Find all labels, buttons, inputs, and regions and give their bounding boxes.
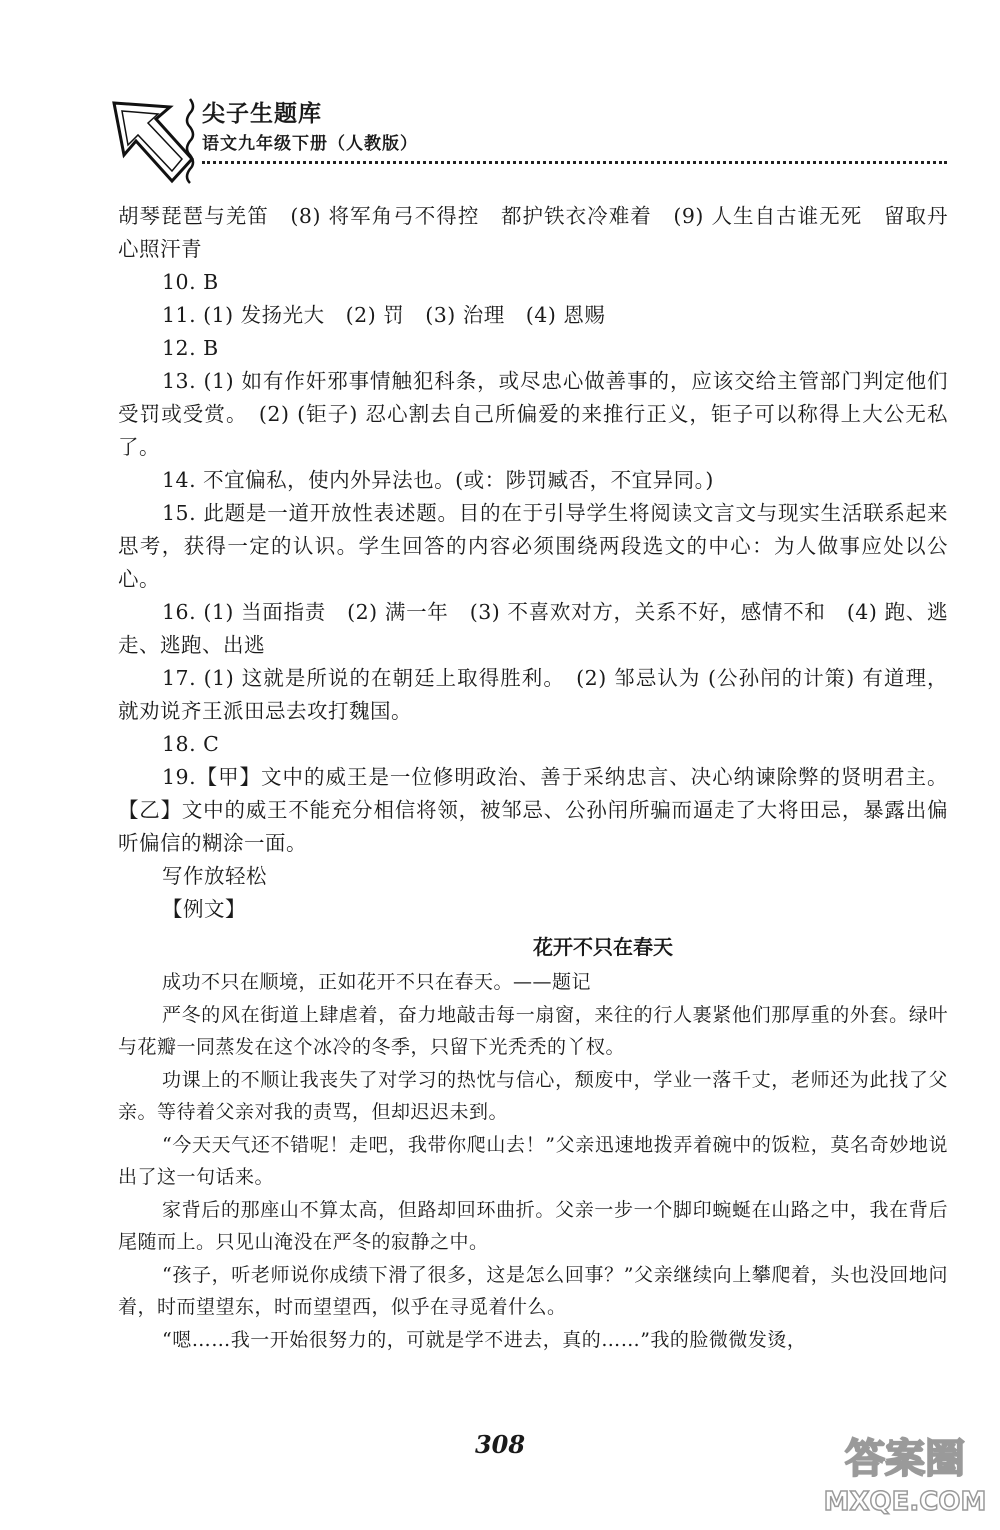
book-subtitle: 语文九年级下册（人教版） bbox=[202, 134, 418, 154]
essay-paragraph: 家背后的那座山不算太高，但路却回环曲折。父亲一步一个脚印蜿蜒在山路之中，我在背后尾随而上。只见山淹没在严冬的寂静之中。 bbox=[118, 1198, 948, 1253]
answer-line: 13. (1) 如有作奸邪事情触犯科条，或尽忠心做善事的，应该交给主管部门判定他们受罚或受赏。 (2) (钜子) 忍心割去自己所偏爱的来推行正义，钜子可以称得上大公无私了。 bbox=[118, 369, 948, 459]
answer-line: 18. C bbox=[162, 732, 220, 756]
answer-line: 11. (1) 发扬光大 (2) 罚 (3) 治理 (4) 恩赐 bbox=[162, 303, 606, 327]
answer-line: 胡琴琵琶与羌笛 (8) 将军角弓不得控 都护铁衣冷难着 (9) 人生自古谁无死 留取丹心照汗青 bbox=[118, 204, 948, 261]
answer-line: 17. (1) 这就是所说的在朝廷上取得胜利。 (2) 邹忌认为 (公孙闬的计策) 有道理，就劝说齐王派田忌去攻打魏国。 bbox=[118, 666, 948, 723]
example-label: 【例文】 bbox=[162, 897, 246, 921]
answer-line: 10. B bbox=[162, 270, 219, 294]
watermark-logo bbox=[820, 1420, 990, 1520]
book-series-title: 尖子生题库 bbox=[202, 101, 322, 127]
answer-line: 16. (1) 当面指责 (2) 满一年 (3) 不喜欢对方，关系不好，感情不和 (4) 跑、逃走、逃跑、出逃 bbox=[118, 600, 948, 657]
essay-paragraph: 成功不只在顺境，正如花开不只在春天。——题记 bbox=[162, 971, 592, 993]
essay-paragraph: “孩子，听老师说你成绩下滑了很多，这是怎么回事？”父亲继续向上攀爬着，头也没回地问着，时而望望东，时而望望西，似乎在寻觅着什么。 bbox=[118, 1263, 948, 1318]
answer-line: 12. B bbox=[162, 336, 219, 360]
page-number: 308 bbox=[474, 1430, 526, 1459]
arrow-logo-icon bbox=[110, 97, 196, 189]
essay-paragraph: 严冬的风在街道上肆虐着，奋力地敲击每一扇窗，来往的行人裹紧他们那厚重的外套。绿叶与花瓣一同蒸发在这个冰冷的冬季，只留下光秃秃的丫杈。 bbox=[118, 1003, 948, 1058]
page-header bbox=[110, 85, 950, 195]
watermark-text-bottom: MXQE.COM bbox=[823, 1487, 987, 1517]
essay-title: 花开不只在春天 bbox=[533, 935, 673, 959]
answer-line: 14. 不宜偏私，使内外异法也。(或：陟罚臧否，不宜异同。) bbox=[162, 468, 714, 492]
answer-line: 15. 此题是一道开放性表述题。目的在于引导学生将阅读文言文与现实生活联系起来思考，获得一定的认识。学生回答的内容必须围绕两段选文的中心：为人做事应处以公心。 bbox=[118, 501, 948, 591]
essay-paragraph: “今天天气还不错呢！走吧，我带你爬山去！”父亲迅速地拨弄着碗中的饭粒，莫名奇妙地说出了这一句话来。 bbox=[118, 1133, 948, 1188]
header-dotted-divider bbox=[202, 161, 947, 164]
watermark-text-top: 答案圈 bbox=[845, 1436, 965, 1482]
essay-paragraph: “嗯……我一开始很努力的，可就是学不进去，真的……”我的脸微微发烫， bbox=[162, 1328, 807, 1351]
essay-paragraph: 功课上的不顺让我丧失了对学习的热忱与信心，颓废中，学业一落千丈，老师还为此找了父亲。等待着父亲对我的责骂，但却迟迟未到。 bbox=[118, 1068, 948, 1123]
section-heading: 写作放轻松 bbox=[162, 864, 267, 888]
answer-line: 19.【甲】文中的威王是一位修明政治、善于采纳忠言、决心纳谏除弊的贤明君主。【乙】文中的威王不能充分相信将领，被邹忌、公孙闬所骗而逼走了大将田忌，暴露出偏听偏信的糊涂一面。 bbox=[118, 765, 948, 855]
answer-content bbox=[118, 200, 948, 1356]
